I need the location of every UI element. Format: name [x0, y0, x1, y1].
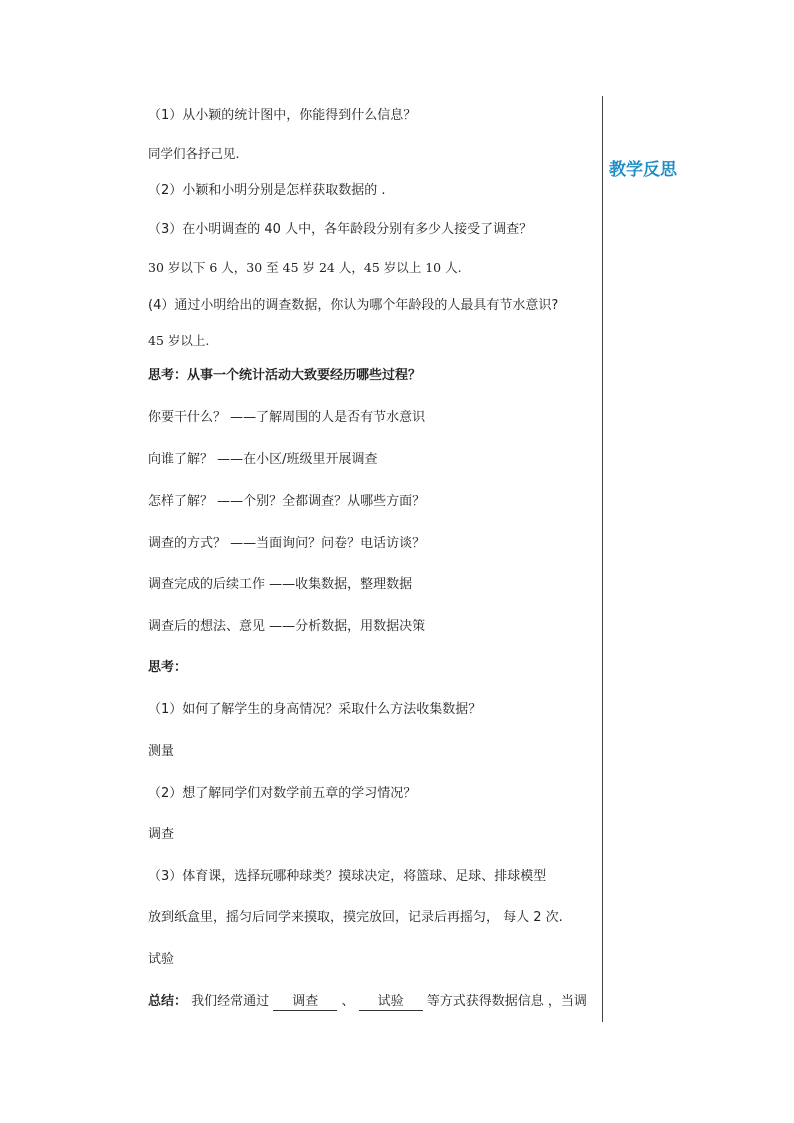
summary-blank-2: 试验: [359, 994, 423, 1011]
think-answer-1: 测量: [148, 744, 175, 759]
answer-4: 45 岁以上.: [148, 333, 210, 348]
think-answer-2: 调查: [148, 827, 175, 842]
answer-1: 同学们各抒己见.: [148, 146, 240, 161]
answer-3: 30 岁以下 6 人，30 至 45 岁 24 人，45 岁以上 10 人.: [148, 260, 462, 275]
think-question-1: （1）如何了解学生的身高情况？采取什么方法收集数据？: [148, 702, 482, 717]
summary-label: 总结：: [148, 994, 188, 1009]
question-1: （1）从小颖的统计图中，你能得到什么信息？: [148, 108, 417, 123]
sidebar-title: 教学反思: [609, 160, 677, 180]
process-step-3: 怎样了解？ ——个别？全都调查？从哪些方面？: [148, 494, 426, 509]
summary-pre: 我们经常通过: [191, 994, 270, 1009]
think-heading-2: 思考：: [148, 660, 188, 675]
question-4: (4）通过小明给出的调查数据，你认为哪个年龄段的人最具有节水意识?: [148, 298, 559, 313]
summary-sep: 、: [341, 994, 355, 1009]
question-2: （2）小颖和小明分别是怎样获取数据的 .: [148, 183, 386, 198]
summary-blank-1: 调查: [273, 994, 337, 1011]
think-question-3-cont: 放到纸盒里，摇匀后同学来摸取，摸完放回，记录后再摇匀， 每人 2 次.: [148, 910, 563, 925]
think-heading-1: 思考：从事一个统计活动大致要经历哪些过程？: [148, 368, 422, 383]
think-answer-3: 试验: [148, 952, 175, 967]
margin-divider: [602, 96, 603, 1022]
process-step-5: 调查完成的后续工作 ——收集数据，整理数据: [148, 577, 413, 592]
question-3: （3）在小明调查的 40 人中，各年龄段分别有多少人接受了调查？: [148, 222, 533, 237]
process-step-4: 调查的方式？ ——当面询问？问卷？电话访谈？: [148, 536, 426, 551]
summary-post: 等方式获得数据信息 ，当调: [426, 994, 587, 1009]
process-step-6: 调查后的想法、意见 ——分析数据，用数据决策: [148, 619, 426, 634]
summary-line: [148, 994, 587, 1011]
think-question-2: （2）想了解同学们对数学前五章的学习情况？: [148, 786, 417, 801]
process-step-2: 向谁了解？ ——在小区/班级里开展调查: [148, 452, 378, 467]
think-question-3: （3）体育课，选择玩哪种球类？摸球决定，将篮球、足球、排球模型: [148, 869, 547, 884]
process-step-1: 你要干什么？ ——了解周围的人是否有节水意识: [148, 410, 426, 425]
